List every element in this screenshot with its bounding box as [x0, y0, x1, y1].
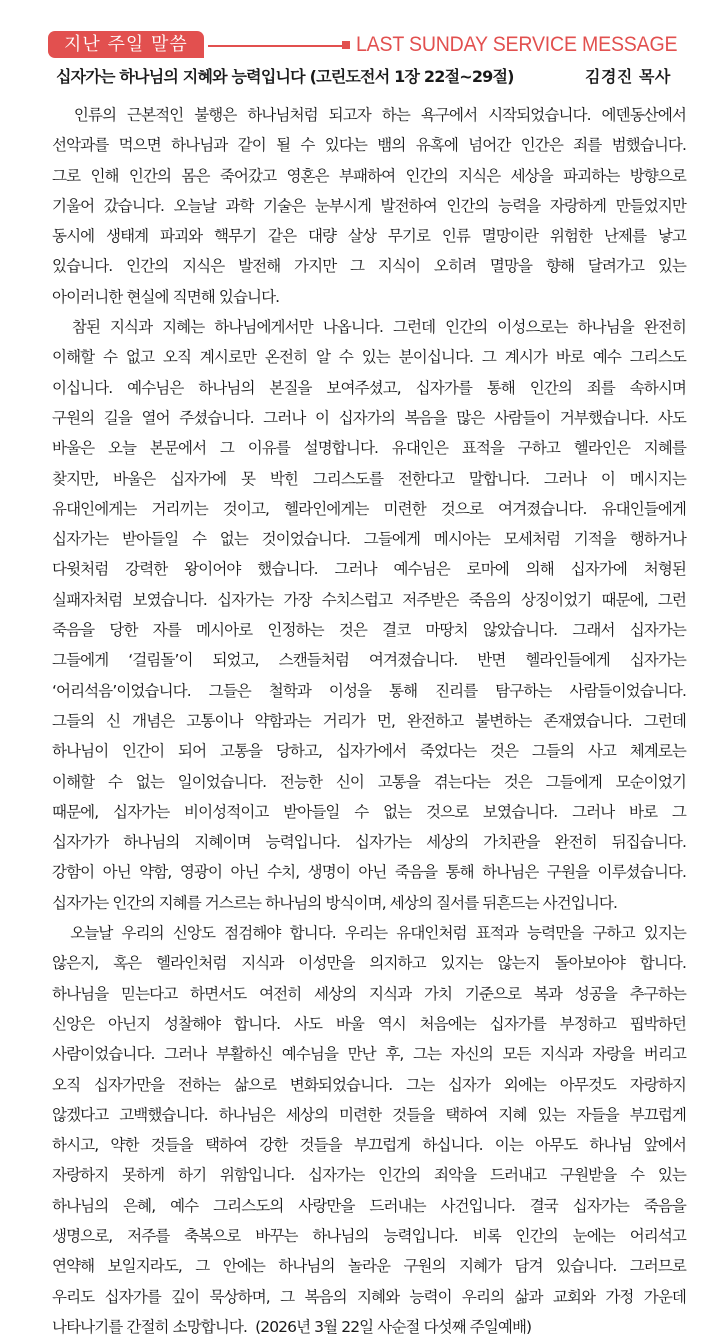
paragraph-line: 생명으로, 저주를 축복으로 바꾸는 하나님의 능력입니다. 비록 인간의 눈에는 어리석고 [52, 1226, 686, 1245]
paragraph-line: 선악과를 먹으면 하나님과 같이 될 수 있다는 뱀의 유혹에 넘어간 인간은 죄를 범했습니다. [52, 136, 686, 155]
paragraph-line: 이해할 수 없고 오직 계시로만 온전히 알 수 있는 분이십니다. 그 계시가 바로 예수 그리스도 [52, 348, 686, 367]
paragraph-line: 십자가는 받아들일 수 없는 것이었습니다. 그들에게 메시아는 모세처럼 기적을 행하거나 [52, 530, 686, 549]
paragraph-line: 동시에 생태계 파괴와 핵무기 같은 대량 살상 무기로 인류 멸망이란 위험한 난제를 낳고 [52, 227, 686, 246]
header-rule-square-icon [342, 41, 350, 49]
paragraph-line: 그로 인해 인간의 몸은 죽어갔고 영혼은 부패하여 인간의 지식은 세상을 파괴하는 방향으로 [52, 166, 686, 185]
paragraph-line: 있습니다. 인간의 지식은 발전해 가지만 그 지식이 오히려 멸망을 향해 달려가고 있는 [52, 257, 686, 276]
paragraph-line: 연약해 보일지라도, 그 안에는 하나님의 놀라운 구원의 지혜가 담겨 있습니다. 그러므로 [52, 1257, 686, 1276]
paragraph-line: 이해할 수 없는 일이었습니다. 전능한 신이 고통을 겪는다는 것은 그들에게 모순이었기 [52, 772, 686, 791]
paragraph-line: 인류의 근본적인 불행은 하나님처럼 되고자 하는 욕구에서 시작되었습니다. 에덴동산에서 [52, 106, 686, 124]
paragraph-line: 죽음을 당한 자를 메시아로 인정하는 것은 결코 마땅치 않았습니다. 그래서 십자가는 [52, 621, 686, 640]
paragraph-line: 십자가는 인간의 지혜를 거스르는 하나님의 방식이며, 세상의 질서를 뒤흔드는 사건입니다. [52, 893, 618, 912]
paragraph-line: 이십니다. 예수님은 하나님의 본질을 보여주셨고, 십자가를 통해 인간의 죄를 속하시며 [52, 378, 686, 397]
paragraph-line: 그들의 신 개념은 고통이나 약함과는 거리가 먼, 완전하고 불변하는 존재였습니다. 그런데 [52, 711, 686, 730]
paragraph-line: 하나님을 믿는다고 하면서도 여전히 세상의 지식과 가치 기준으로 복과 성공을 추구하는 [52, 984, 686, 1003]
paragraph-line: 사람이었습니다. 그러나 부활하신 예수님을 만난 후, 그는 자신의 모든 지식과 자랑을 버리고 [52, 1045, 686, 1064]
paragraph-line: 실패자처럼 보였습니다. 십자가는 가장 수치스럽고 저주받은 죽음의 상징이었기 때문에, 그런 [52, 590, 686, 609]
paragraph-line: 나타나기를 간절히 소망합니다. (2026년 3월 22일 사순절 다섯째 주일예배) [52, 1317, 532, 1336]
header-rule-line [208, 45, 342, 47]
paragraph-line: 그들에게 ‘걸림돌’이 되었고, 스캔들처럼 여겨졌습니다. 반면 헬라인들에게 십자가는 [52, 651, 686, 670]
paragraph-line: 오늘날 우리의 신앙도 점검해야 합니다. 우리는 유대인처럼 표적과 능력만을 구하고 있지는 [52, 924, 686, 943]
paragraph-line: 유대인에게는 거리끼는 것이고, 헬라인에게는 미련한 것으로 여겨졌습니다. 유대인들에게 [52, 499, 686, 518]
paragraph-line: 강함이 아닌 약함, 영광이 아닌 수치, 생명이 아닌 죽음을 통해 하나님은 구원을 이루셨습니다. [52, 863, 686, 882]
sermon-title: 십자가는 하나님의 지혜와 능력입니다 (고린도전서 1장 22절~29절) [56, 67, 514, 86]
paragraph-line: 구원의 길을 열어 주셨습니다. 그러나 이 십자가의 복음을 많은 사람들이 거부했습니다. 사도 [52, 408, 686, 427]
paragraph-line: 아이러니한 현실에 직면해 있습니다. [52, 287, 280, 306]
paragraph-line: 자랑하지 못하게 하기 위함입니다. 십자가는 인간의 죄악을 드러내고 구원받을 수 있는 [52, 1166, 686, 1185]
paragraph-line: ‘어리석음’이었습니다. 그들은 철학과 이성을 통해 진리를 탐구하는 사람들이었습니다. [52, 681, 686, 700]
paragraph-line: 하시고, 약한 것들을 택하여 강한 것들을 부끄럽게 하십니다. 이는 아무도 하나님 앞에서 [52, 1136, 686, 1155]
paragraph-line: 다윗처럼 강력한 왕이어야 했습니다. 그러나 예수님은 로마에 의해 십자가에 처형된 [52, 560, 686, 579]
paragraph-line: 하나님이 인간이 되어 고통을 당하고, 십자가에서 죽었다는 것은 그들의 사고 체계로는 [52, 742, 686, 761]
sermon-body-text [52, 100, 686, 1342]
paragraph-line: 기울어 갔습니다. 오늘날 과학 기술은 눈부시게 발전하여 인간의 능력을 자랑하게 만들었지만 [52, 196, 686, 215]
paragraph-line: 참된 지식과 지혜는 하나님에게서만 나옵니다. 그런데 인간의 이성으로는 하나님을 완전히 [52, 318, 686, 337]
paragraph-line: 우리도 십자가를 깊이 묵상하며, 그 복음의 지혜와 능력이 우리의 삶과 교회와 가정 가운데 [52, 1287, 686, 1306]
paragraph-line: 때문에, 십자가는 비이성적이고 받아들일 수 없는 것으로 보였습니다. 그러나 바로 그 [52, 802, 686, 821]
section-badge: 지난 주일 말씀 [48, 31, 204, 58]
english-section-title: LAST SUNDAY SERVICE MESSAGE [356, 33, 678, 56]
paragraph-line: 바울은 오늘 본문에서 그 이유를 설명합니다. 유대인은 표적을 구하고 헬라인은 지혜를 [52, 439, 686, 458]
paragraph-line: 않겠다고 고백했습니다. 하나님은 세상의 미련한 것들을 택하여 지혜 있는 자들을 부끄럽게 [52, 1105, 686, 1124]
paragraph-line: 찾지만, 바울은 십자가에 못 박힌 그리스도를 전한다고 말합니다. 그러나 이 메시지는 [52, 469, 686, 488]
paragraph-line: 신앙은 아닌지 성찰해야 합니다. 사도 바울 역시 처음에는 십자가를 부정하고 핍박하던 [52, 1014, 686, 1033]
paragraph-line: 하나님의 은혜, 예수 그리스도의 사랑만을 드러내는 사건입니다. 결국 십자가는 죽음을 [52, 1196, 686, 1215]
paragraph-line: 십자가가 하나님의 지혜이며 능력입니다. 십자가는 세상의 가치관을 완전히 뒤집습니다. [52, 833, 686, 852]
paragraph-line: 않은지, 혹은 헬라인처럼 지식과 이성만을 의지하고 있지는 않는지 돌아보아야 합니다. [52, 954, 686, 973]
page-header [0, 0, 720, 90]
preacher-name: 김경진 목사 [585, 67, 671, 86]
paragraph-line: 오직 십자가만을 전하는 삶으로 변화되었습니다. 그는 십자가 외에는 아무것도 자랑하지 [52, 1075, 686, 1094]
